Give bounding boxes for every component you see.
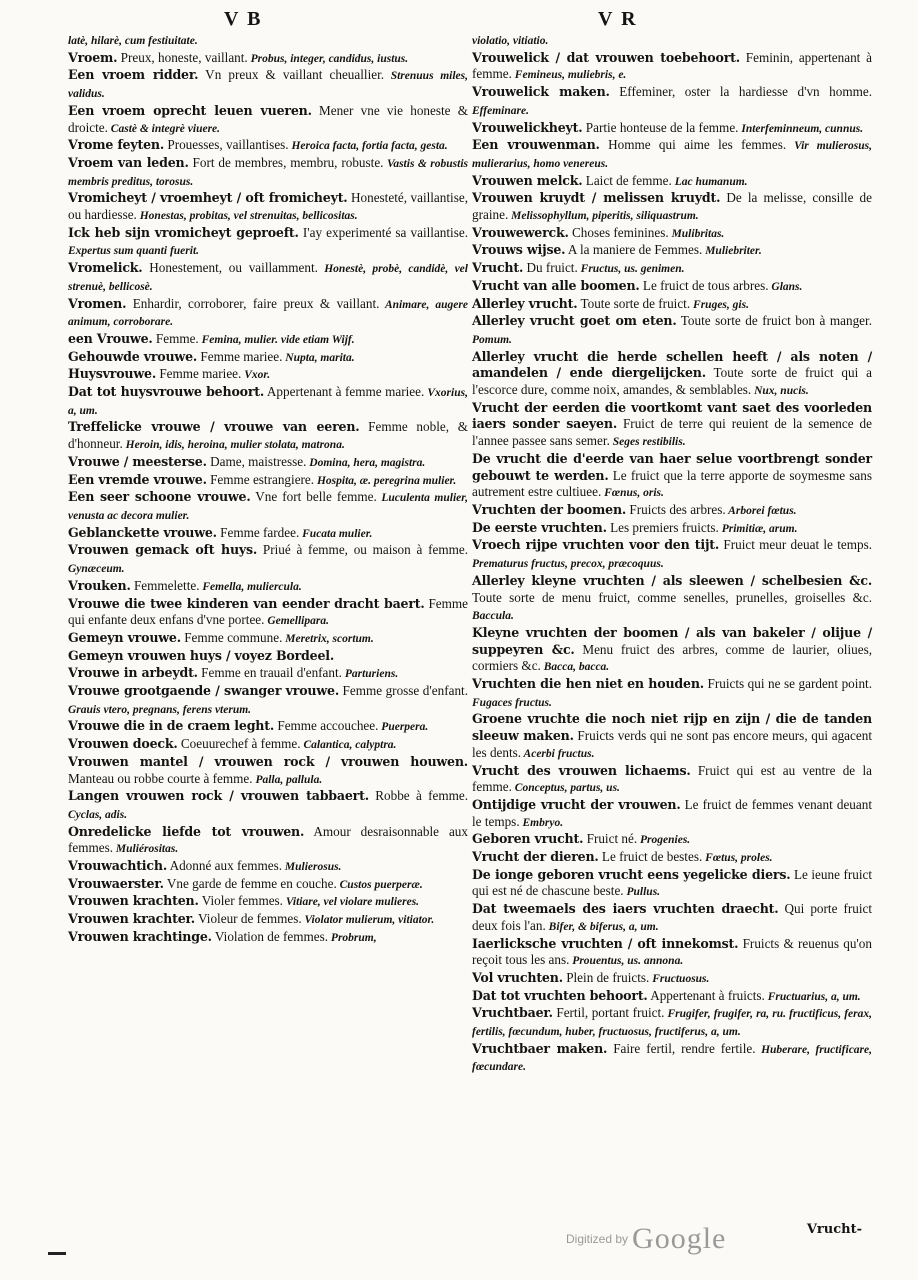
headword: Vruchten der boomen. [472, 501, 627, 517]
headword: Vrouwen doeck. [68, 736, 178, 752]
headword: Vrouwe in arbeydt. [68, 665, 198, 681]
headword: Vrouwen kruydt / melissen kruydt. [472, 190, 721, 206]
dictionary-entry [68, 578, 468, 596]
french-gloss: Fruict qui est au ventre de la femme. [472, 762, 872, 795]
latin-gloss: Fœnus, oris. [601, 487, 664, 500]
headword: Vrome feyten. [68, 137, 165, 153]
latin-gloss: Violator mulierum, vitiator. [301, 914, 435, 927]
headword: Vrouwe / meesterse. [68, 453, 207, 469]
dictionary-entry [68, 489, 468, 524]
french-gloss: Toute sorte de fruict bon à manger. [676, 313, 872, 329]
french-gloss: Femme. [152, 330, 199, 346]
headword: Vrouwen krachten. [68, 893, 199, 909]
dictionary-entry [472, 676, 872, 711]
latin-gloss: Meretrix, scortum. [282, 632, 374, 645]
headword: Dat tweemaels des iaers vruchten draecht. [472, 901, 779, 917]
headword: Vrouken. [68, 577, 131, 593]
headword: Onredelicke liefde tot vrouwen. [68, 823, 305, 839]
headword: Een vroem oprecht leuen vueren. [68, 102, 312, 118]
headword: Vrouwen krachter. [68, 911, 195, 927]
dictionary-entry [68, 472, 468, 490]
french-gloss: Appertenant à femme mariee. [264, 384, 425, 400]
dictionary-entry [472, 520, 872, 538]
french-gloss: Fruicts & reuenus qu'on reçoit tous les ans. [472, 935, 872, 968]
french-gloss: Manteau ou robbe courte à femme. [68, 770, 253, 786]
headword: Vruchtbaer. [472, 1005, 553, 1021]
dictionary-entry [68, 718, 468, 736]
headword: Vrouwe die twee kinderen van eender dracht baert. [68, 595, 425, 611]
digitized-watermark [566, 1222, 726, 1256]
headword: Iaerlicksche vruchten / oft innekomst. [472, 935, 739, 951]
google-logo: Google [632, 1222, 727, 1255]
latin-gloss: Honestè, probè, candidè, vel strenuè, bellicosè. [68, 263, 468, 293]
dictionary-entry [68, 67, 468, 102]
dictionary-entry [472, 242, 872, 260]
headword: Vrouwe grootgaende / swanger vrouwe. [68, 683, 340, 699]
dictionary-entry [472, 936, 872, 970]
dictionary-entry [68, 384, 468, 419]
headword: Gehouwde vrouwe. [68, 348, 198, 364]
headword: Vromen. [68, 295, 127, 311]
french-gloss: Femme commune. [180, 629, 283, 645]
dictionary-entry [472, 50, 872, 84]
latin-gloss: Huberare, fructificare, fœcundare. [472, 1043, 872, 1074]
french-gloss: Violeur de femmes. [195, 911, 302, 927]
dictionary-entry [68, 137, 468, 155]
french-gloss: Adonné aux femmes. [167, 858, 282, 874]
dictionary-entry [472, 849, 872, 867]
latin-gloss: Lac humanum. [671, 175, 748, 188]
headword: Vruchtbaer maken. [472, 1040, 608, 1056]
dictionary-entry [472, 988, 872, 1006]
latin-gloss: Femineus, muliebris, e. [511, 69, 627, 82]
french-gloss: Dame, maistresse. [206, 453, 307, 469]
headword: Ick heb sijn vromicheyt geproeft. [68, 224, 299, 240]
dictionary-entry [68, 824, 468, 858]
dictionary-entry [472, 867, 872, 901]
dictionary-entry [68, 630, 468, 648]
dictionary-entry [68, 349, 468, 367]
dictionary-entry [472, 349, 872, 400]
french-gloss: Fruicts qui ne se gardent point. [703, 676, 872, 692]
headword: Vrouwen mantel / vrouwen rock / vrouwen houwen. [68, 753, 468, 769]
french-gloss: Mener vne vie honeste & droicte. [68, 102, 468, 135]
dictionary-entry [472, 278, 872, 296]
latin-gloss: Gemellipara. [264, 615, 329, 628]
dictionary-entry [68, 525, 468, 543]
latin-gloss: Fructuosus. [649, 972, 710, 985]
french-gloss: Le fruict de tous arbres. [639, 277, 769, 293]
headword: Allerley vrucht die herde schellen heeft / als noten / amandelen / ende diergelijcken. [472, 348, 872, 381]
latin-gloss: Puerpera. [378, 721, 429, 734]
dictionary-entry [68, 155, 468, 190]
dictionary-entry [472, 137, 872, 172]
headword: De ionge geboren vrucht eens yegelicke diers. [472, 866, 791, 882]
dictionary-entry [68, 454, 468, 472]
latin-gloss: Pullus. [623, 886, 661, 899]
dictionary-entry [472, 260, 872, 278]
french-gloss: Femme accouchee. [274, 718, 379, 734]
latin-gloss: Fugaces fructus. [472, 696, 552, 709]
latin-gloss: Glans. [768, 280, 803, 293]
latin-gloss: Prematurus fructus, precox, præcoquus. [472, 558, 664, 571]
french-gloss: Fruicts des arbres. [626, 501, 726, 517]
french-gloss: Priué à femme, ou maison à femme. [257, 542, 468, 558]
latin-gloss: latè, hilarè, cum festiuitate. [68, 35, 198, 47]
latin-gloss: Strenuus miles, validus. [68, 70, 469, 101]
headword: Vrucht des vrouwen lichaems. [472, 762, 691, 778]
french-gloss: Honesteté, vaillantise, ou hardiesse. [68, 190, 468, 223]
dictionary-entry [68, 683, 468, 718]
french-gloss: Fort de membres, membru, robuste. [188, 154, 384, 170]
latin-gloss: Cyclas, adis. [68, 808, 128, 821]
dictionary-entry [472, 120, 872, 138]
latin-gloss: Luculenta mulier, venusta ac decora mulier. [68, 492, 468, 522]
latin-gloss: Seges restibilis. [609, 436, 686, 449]
left-column-header: V B [224, 8, 263, 30]
latin-gloss: Probrum, [328, 931, 377, 944]
latin-gloss: Vxor. [241, 369, 271, 382]
dictionary-entry [472, 173, 872, 191]
french-gloss: Fruict de terre qui reuient de la semence de l'annee passee sans semer. [472, 416, 873, 449]
headword: Vruchten die hen niet en houden. [472, 676, 704, 692]
french-gloss: Fertil, portant fruict. [552, 1005, 665, 1021]
latin-gloss: Effeminare. [472, 104, 529, 117]
latin-gloss: Fœtus, proles. [702, 852, 773, 865]
dictionary-entry [68, 331, 468, 349]
headword: Langen vrouwen rock / vrouwen tabbaert. [68, 788, 369, 804]
headword: Allerley vrucht goet om eten. [472, 313, 677, 329]
latin-gloss: Nux, nucis. [751, 385, 809, 398]
dictionary-entry [472, 711, 872, 762]
headword: Vroem van leden. [68, 154, 189, 170]
latin-gloss: Vir mulierosus, mulierarius, homo venereus. [472, 140, 872, 170]
dictionary-entry [472, 32, 872, 50]
headword: Ontijdige vrucht der vrouwen. [472, 796, 681, 812]
latin-gloss: Mulierosus. [282, 861, 342, 874]
french-gloss: Appertenant à fruicts. [647, 987, 765, 1003]
dictionary-entry [68, 788, 468, 823]
dictionary-entry [472, 400, 872, 451]
latin-gloss: Bacca, bacca. [540, 661, 610, 674]
latin-gloss: Prouentus, us. annona. [569, 955, 684, 968]
latin-gloss: Acerbi fructus. [521, 747, 595, 760]
latin-gloss: Fructus, us. genimen. [577, 263, 685, 276]
dictionary-entry [472, 502, 872, 520]
french-gloss: Femme mariee. [197, 348, 283, 364]
dictionary-entry [68, 260, 468, 295]
latin-gloss: Palla, pallula. [252, 773, 323, 786]
headword: Vrouwen gemack oft huys. [68, 542, 258, 558]
french-gloss: Enhardir, corroborer, faire preux & vaillant. [126, 295, 380, 311]
dictionary-entry [68, 225, 468, 260]
dictionary-entry [68, 190, 468, 224]
dictionary-entry [472, 831, 872, 849]
headword: Vrouwachtich. [68, 858, 167, 874]
headword: De vrucht die d'eerde van haer selue voortbrengt sonder gebouwt te werden. [472, 450, 872, 483]
right-column [472, 32, 872, 1076]
headword: Gemeyn vrouwe. [68, 629, 181, 645]
headword: Vrucht. [472, 260, 524, 276]
latin-gloss: Honestas, probitas, vel strenuitas, bellicositas. [136, 210, 358, 223]
latin-gloss: Heroin, idis, heroina, mulier stolata, matrona. [122, 439, 345, 452]
latin-gloss: Interfeminneum, cunnus. [738, 122, 864, 135]
headword: Een seer schoone vrouwe. [68, 489, 251, 505]
dictionary-entry [472, 797, 872, 831]
latin-gloss: Fruges, gis. [690, 298, 749, 311]
dictionary-entry [68, 876, 468, 894]
french-gloss: Vne fort belle femme. [250, 489, 377, 505]
dictionary-entry [472, 763, 872, 797]
dictionary-entry [472, 313, 872, 348]
dictionary-entry [472, 537, 872, 572]
french-gloss: Les premiers fruicts. [606, 519, 719, 535]
headword: Vrouwelick maken. [472, 84, 610, 100]
headword: Allerley vrucht. [472, 295, 578, 311]
french-gloss: I'ay experimenté sa vaillantise. [298, 224, 468, 240]
french-gloss: Vn preux & vaillant cheuallier. [198, 67, 385, 83]
headword: De eerste vruchten. [472, 519, 607, 535]
french-gloss: Vne garde de femme en couche. [163, 875, 337, 891]
latin-gloss: Hospita, æ. peregrina mulier. [314, 474, 457, 487]
french-gloss: Robbe à femme. [368, 788, 468, 804]
catchword: Vrucht- [806, 1222, 862, 1237]
headword: Een vrouwenman. [472, 137, 600, 153]
headword: Vrucht van alle boomen. [472, 277, 640, 293]
french-gloss: Du fruict. [523, 260, 578, 276]
french-gloss: Menu fruict des arbres, comme de laurier, oliues, cormiers &c. [472, 641, 873, 674]
watermark-prefix: Digitized by [566, 1232, 629, 1246]
dictionary-entry [472, 296, 872, 314]
french-gloss: Violation de femmes. [211, 928, 329, 944]
french-gloss: Toute sorte de fruict. [577, 295, 691, 311]
french-gloss: Choses feminines. [568, 224, 669, 240]
latin-gloss: Baccula. [472, 610, 514, 623]
headword: Vrouwen krachtinge. [68, 928, 212, 944]
latin-gloss: Grauis vtero, pregnans, ferens vterum. [68, 703, 252, 716]
french-gloss: Toute sorte de menu fruict, comme senelles, prunelles, groiselles &c. [472, 589, 872, 605]
headword: Vromicheyt / vroemheyt / oft fromicheyt. [68, 190, 348, 206]
dictionary-entry [472, 84, 872, 119]
french-gloss: Femme noble, & d'honneur. [68, 419, 468, 452]
latin-gloss: Fucata mulier. [299, 527, 373, 540]
dictionary-entry [68, 32, 468, 50]
headword: Treffelicke vrouwe / vrouwe van eeren. [68, 419, 360, 435]
headword: Vroem. [68, 49, 118, 65]
french-gloss: Toute sorte de fruict qui a l'escorce dure, comme noix, amandes, & semblables. [472, 365, 872, 398]
latin-gloss: Domina, hera, magistra. [306, 456, 426, 469]
latin-gloss: Melissophyllum, piperitis, siliquastrum. [508, 210, 699, 223]
dictionary-entry [472, 901, 872, 935]
dictionary-entry [68, 50, 468, 68]
headword: Dat tot huysvrouwe behoort. [68, 384, 265, 400]
french-gloss: Plein de fruicts. [562, 969, 650, 985]
french-gloss: Femme fardee. [216, 524, 300, 540]
french-gloss: Le fruict de femmes venant deuant le temps. [472, 796, 873, 829]
headword: Vrouwewerck. [472, 224, 569, 240]
page-edge-mark [48, 1252, 66, 1255]
headword: Dat tot vruchten behoort. [472, 987, 648, 1003]
latin-gloss: Muliebriter. [702, 245, 762, 258]
latin-gloss: Conceptus, partus, us. [511, 782, 620, 795]
french-gloss: Femme estrangiere. [206, 471, 315, 487]
latin-gloss: Mulibritas. [668, 227, 725, 240]
dictionary-entry [472, 970, 872, 988]
french-gloss: Fruict né. [583, 831, 638, 847]
latin-gloss: Castè & integrè viuere. [107, 122, 221, 135]
headword: Kleyne vruchten der boomen / als van bakeler / olijue / suppeyren &c. [472, 624, 872, 657]
headword: Vrucht der dieren. [472, 849, 599, 865]
dictionary-entry [68, 296, 468, 331]
dictionary-entry [68, 648, 468, 666]
dictionary-entry [68, 103, 468, 137]
headword: Vroech rijpe vruchten voor den tijt. [472, 537, 720, 553]
french-gloss: Amour desraisonnable aux femmes. [68, 823, 468, 856]
french-gloss: Le fruict que la terre apporte de soymesme sans autrement estre cultiuee. [472, 467, 873, 500]
headword: Vromelick. [68, 260, 143, 276]
french-gloss: Fruicts verds qui ne sont pas encore meurs, qui agacent les dents. [472, 728, 872, 760]
headword: Geboren vrucht. [472, 831, 584, 847]
latin-gloss: Custos puerperæ. [336, 878, 423, 891]
headword: Geblanckette vrouwe. [68, 524, 217, 540]
french-gloss: Homme qui aime les femmes. [599, 137, 787, 153]
headword: Vrouwe die in de craem leght. [68, 718, 275, 734]
latin-gloss: Calantica, calyptra. [300, 739, 397, 752]
french-gloss: Preux, honeste, vaillant. [117, 49, 248, 65]
latin-gloss: Vxorius, a, um. [68, 387, 468, 417]
french-gloss: Le ieune fruict qui est né de chascune beste. [472, 866, 872, 899]
headword: Groene vruchte die noch niet rijp en zijn / die de tanden sleeuw maken. [472, 711, 872, 744]
latin-gloss: Vitiare, vel violare mulieres. [282, 896, 420, 909]
latin-gloss: Primitiæ, arum. [718, 522, 798, 535]
dictionary-entry [68, 542, 468, 577]
latin-gloss: Animare, augere animum, corroborare. [68, 298, 468, 329]
dictionary-entry [472, 190, 872, 224]
french-gloss: Feminin, appertenant à femme. [472, 49, 872, 82]
headword: een Vrouwe. [68, 330, 153, 346]
dictionary-entry [68, 366, 468, 384]
dictionary-entry [68, 911, 468, 929]
french-gloss: Laict de femme. [582, 172, 672, 188]
french-gloss: A la maniere de Femmes. [565, 242, 703, 258]
headword: Vrouwelick / dat vrouwen toebehoort. [472, 49, 740, 65]
latin-gloss: violatio, vitiatio. [472, 35, 549, 47]
french-gloss: Prouesses, vaillantises. [164, 137, 289, 153]
headword: Gemeyn vrouwen huys / voyez Bordeel. [68, 647, 335, 663]
headword: Huysvrouwe. [68, 366, 157, 382]
left-column [68, 32, 468, 947]
french-gloss: Faire fertil, rendre fertile. [607, 1040, 756, 1056]
headword: Allerley kleyne vruchten / als sleewen / schelbesien &c. [472, 572, 872, 588]
latin-gloss: Frugifer, frugifer, ra, ru. fructificus, ferax, fertilis, fœcundum, huber, fructuosus, fructiferus, a, um. [472, 1008, 872, 1039]
latin-gloss: Expertus sum quanti fuerit. [68, 245, 200, 258]
french-gloss: Femme grosse d'enfant. [339, 683, 468, 699]
dictionary-entry [472, 225, 872, 243]
french-gloss: Effeminer, oster la hardiesse d'vn homme. [609, 84, 873, 100]
latin-gloss: Fructuarius, a, um. [764, 990, 861, 1003]
headword: Vrouwen melck. [472, 172, 583, 188]
headword: Vol vruchten. [472, 969, 563, 985]
french-gloss: Femme en trauail d'enfant. [197, 665, 342, 681]
dictionary-entry [68, 893, 468, 911]
latin-gloss: Gynæceum. [68, 563, 125, 576]
headword: Een vroem ridder. [68, 67, 199, 83]
headword: Een vremde vrouwe. [68, 471, 207, 487]
latin-gloss: Muliérositas. [113, 843, 179, 856]
latin-gloss: Femina, mulier. vide etiam Wijf. [198, 333, 355, 346]
french-gloss: Coeuurechef à femme. [177, 736, 301, 752]
french-gloss: Femme qui enfante deux enfans d'vne portee. [68, 595, 468, 628]
dictionary-entry [68, 596, 468, 630]
dictionary-entry [68, 929, 468, 947]
french-gloss: De la melisse, consille de graine. [472, 190, 872, 223]
dictionary-entry [68, 736, 468, 754]
french-gloss: Femme mariee. [156, 366, 242, 382]
dictionary-entry [68, 419, 468, 453]
latin-gloss: Parturiens. [341, 668, 399, 681]
headword: Vrouwaerster. [68, 875, 164, 891]
french-gloss: Partie honteuse de la femme. [582, 119, 739, 135]
latin-gloss: Vastis & robustis membris preditus, torosus. [68, 157, 468, 188]
dictionary-entry [472, 451, 872, 502]
latin-gloss: Heroica facta, fortia facta, gesta. [288, 140, 448, 153]
french-gloss: Le fruict de bestes. [598, 849, 703, 865]
latin-gloss: Femella, muliercula. [199, 580, 302, 593]
french-gloss: Violer femmes. [198, 893, 283, 909]
french-gloss: Qui porte fruict deux fois l'an. [472, 901, 873, 933]
dictionary-entry [68, 858, 468, 876]
latin-gloss: Probus, integer, candidus, iustus. [247, 52, 409, 65]
french-gloss: Honestement, ou vaillamment. [142, 260, 318, 276]
latin-gloss: Embryo. [519, 816, 564, 829]
latin-gloss: Pomum. [472, 333, 512, 346]
latin-gloss: Bifer, & biferus, a, um. [545, 920, 659, 933]
dictionary-entry [472, 1005, 872, 1040]
dictionary-entry [68, 754, 468, 788]
dictionary-entry [472, 573, 872, 625]
dictionary-entry [472, 625, 872, 676]
headword: Vrouwelickheyt. [472, 119, 583, 135]
dictionary-entry [472, 1041, 872, 1076]
latin-gloss: Progenies. [637, 834, 691, 847]
french-gloss: Femmelette. [130, 577, 200, 593]
headword: Vrouws wijse. [472, 242, 566, 258]
latin-gloss: Arborei fœtus. [725, 504, 797, 517]
right-column-header: V R [598, 8, 638, 30]
headword: Vrucht der eerden die voortkomt vant saet des voorleden iaers sonder saeyen. [472, 399, 872, 432]
latin-gloss: Nupta, marita. [282, 351, 355, 364]
dictionary-entry [68, 665, 468, 683]
french-gloss: Fruict meur deuat le temps. [719, 537, 872, 553]
